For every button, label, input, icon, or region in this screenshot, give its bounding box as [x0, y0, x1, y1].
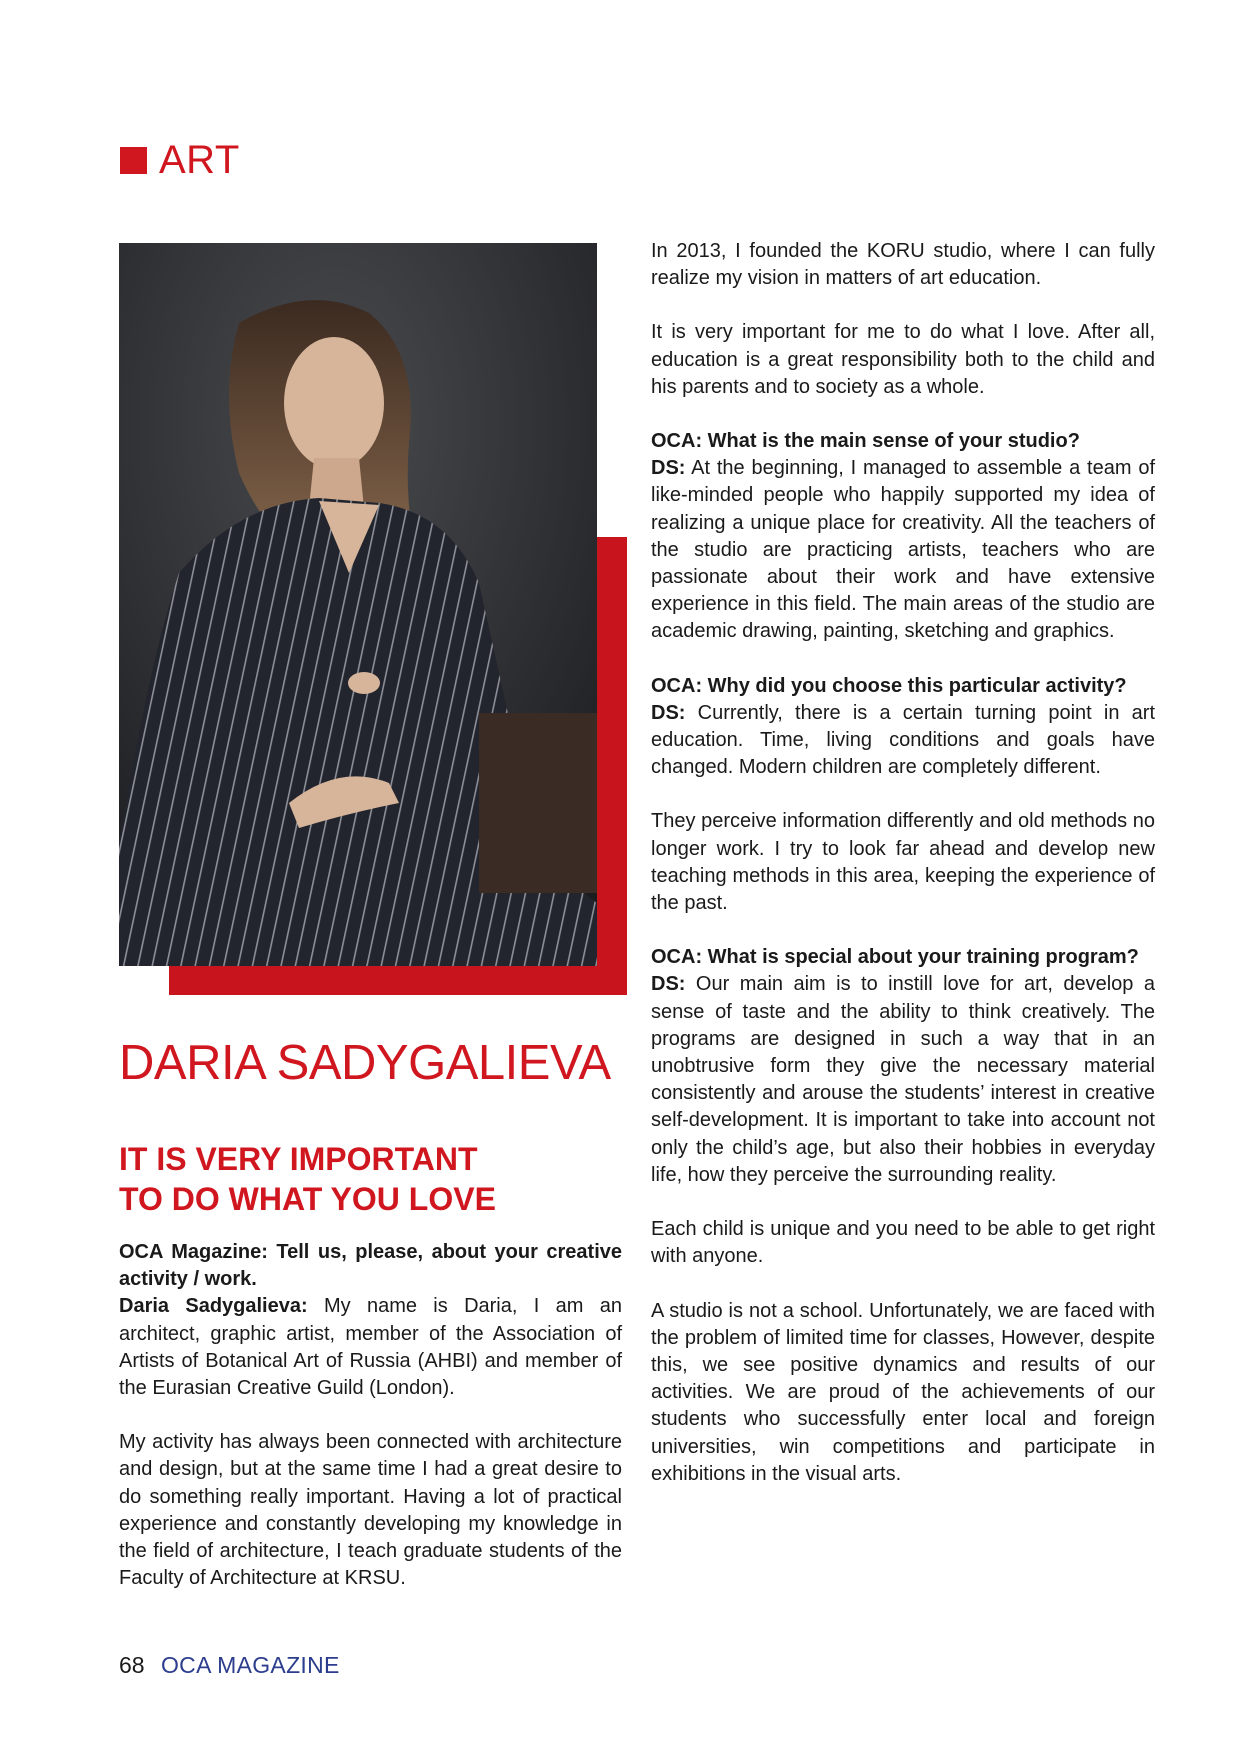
interview-block-4: [651, 944, 1155, 1189]
question-2: OCA: What is the main sense of your studio?: [651, 430, 1080, 453]
answer-1-speaker: Daria Sadygalieva:: [119, 1295, 308, 1318]
section-tag: [120, 140, 240, 180]
subtitle-line-1: IT IS VERY IMPORTANT: [119, 1141, 478, 1177]
answer-4: Our main aim is to instill love for art, develop a sense of taste and the ability to think creatively. The programs are designed in such a way that in an unobtrusive form they give the necessary material consistently and arouse the students’ interest in creative self-development. It is important to take into account not only the child’s age, but also their hobbies in everyday life, how they perceive the surrounding reality.: [651, 973, 1155, 1186]
answer-1: My name is Daria, I am an architect, graphic artist, member of the Association of Artists of Botanical Art of Russia (AHBI) and member of the Eurasian Creative Guild (London).: [119, 1295, 622, 1400]
question-4: OCA: What is special about your training program?: [651, 946, 1139, 969]
paragraph: A studio is not a school. Unfortunately, we are faced with the problem of limited time for classes, However, despite this, we see positive dynamics and results of our activities. We are proud of the achievements of our students who successfully enter local and foreign universities, win competitions and participate in exhibitions in the visual arts.: [651, 1299, 1155, 1485]
section-label: ART: [159, 138, 240, 182]
page-number: 68: [119, 1652, 145, 1678]
section-marker-square: [120, 147, 147, 174]
interview-block-3: [651, 673, 1155, 782]
magazine-name: OCA MAGAZINE: [160, 1652, 340, 1678]
person-name: DARIA SADYGALIEVA: [119, 1036, 611, 1090]
right-text-column: [651, 238, 1155, 1515]
subtitle-line-2: TO DO WHAT YOU LOVE: [119, 1181, 496, 1217]
question-1: OCA Magazine: Tell us, please, about your creative activity / work.: [119, 1241, 622, 1291]
answer-2: At the beginning, I managed to assemble a team of like-minded people who happily supported my idea of realizing a unique place for creativity. All the teachers of the studio are practicing artists, teachers who are passionate about their work and have extensive experience in this field. The main areas of the studio are academic drawing, painting, sketching and graphics.: [651, 457, 1155, 643]
interview-block-1: [119, 1239, 622, 1402]
paragraph: It is very important for me to do what I love. After all, education is a great responsibility both to the child and his parents and to society as a whole.: [651, 321, 1155, 398]
answer-2-speaker: DS:: [651, 457, 686, 480]
portrait-illustration: [119, 243, 597, 966]
answer-3-speaker: DS:: [651, 701, 686, 724]
portrait-photo: [119, 243, 597, 966]
paragraph: My activity has always been connected with architecture and design, but at the same time I had a great desire to do something really important. Having a lot of practical experience and constantly developing my knowledge in the field of architecture, I teach graduate students of the Faculty of Architecture at KRSU.: [119, 1431, 622, 1590]
answer-3: Currently, there is a certain turning point in art education. Time, living conditions and goals have changed. Modern children are completely different.: [651, 701, 1155, 779]
interview-block-2: [651, 428, 1155, 646]
answer-4-speaker: DS:: [651, 973, 686, 996]
paragraph: Each child is unique and you need to be able to get right with anyone.: [651, 1218, 1155, 1268]
page-footer: [119, 1651, 340, 1679]
left-text-column: [119, 1239, 622, 1619]
question-3: OCA: Why did you choose this particular activity?: [651, 674, 1127, 697]
article-subtitle: [119, 1139, 496, 1219]
paragraph: In 2013, I founded the KORU studio, where I can fully realize my vision in matters of art education.: [651, 240, 1155, 290]
paragraph: They perceive information differently and old methods no longer work. I try to look far ahead and develop new teaching methods in this area, keeping the experience of the past.: [651, 810, 1155, 915]
